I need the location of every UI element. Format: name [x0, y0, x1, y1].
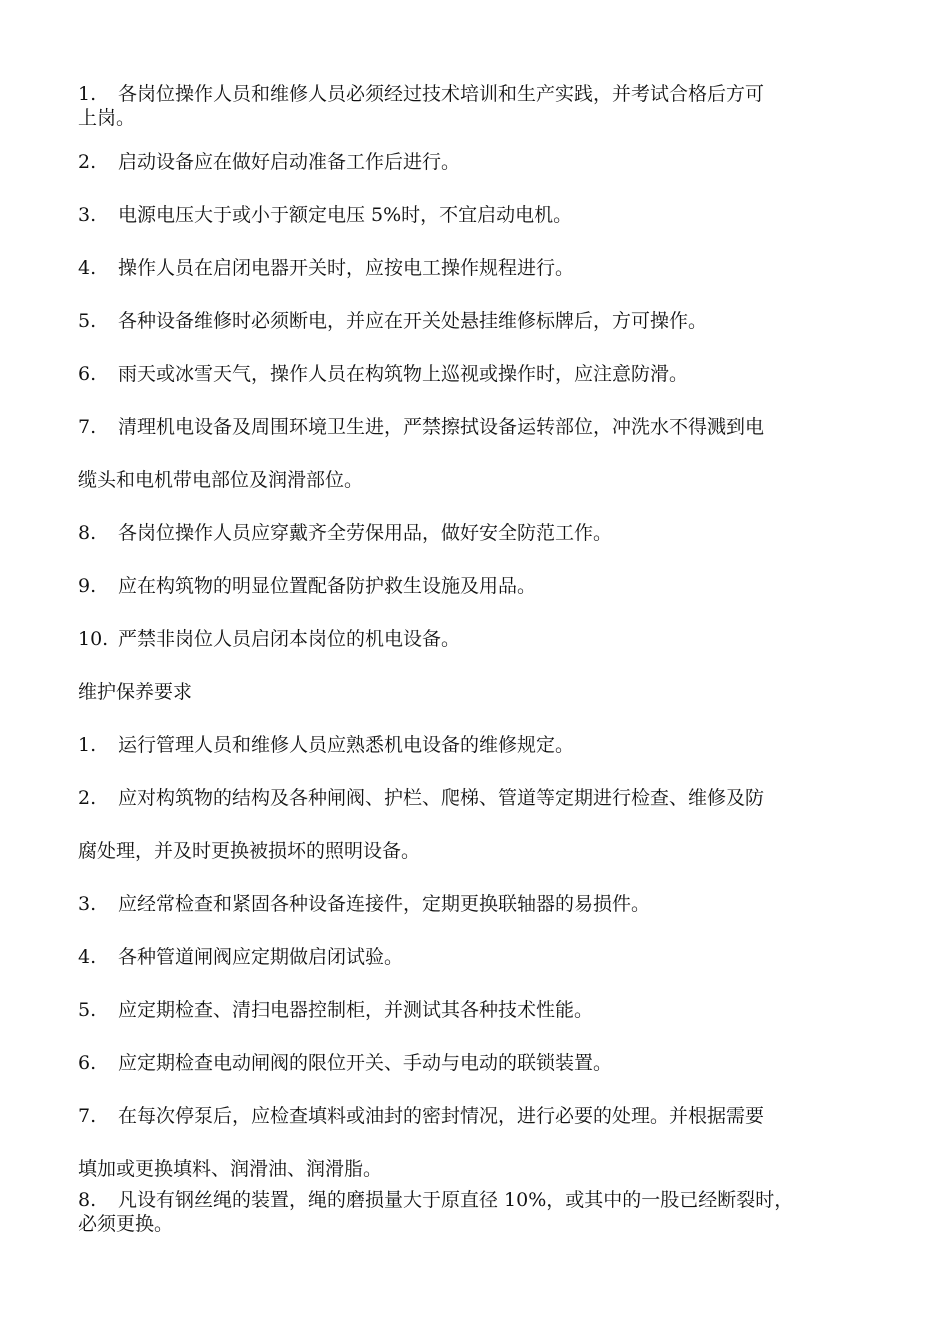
- item-text: 应在构筑物的明显位置配备防护救生设施及用品。: [118, 575, 537, 597]
- item-number: 10.: [78, 628, 109, 650]
- list-item-s1-9: [78, 573, 868, 599]
- item-text-continuation: 腐处理，并及时更换被损坏的照明设备。: [78, 840, 421, 862]
- section-heading: [78, 679, 868, 705]
- list-item-s2-7: [78, 1103, 868, 1129]
- item-text: 应定期检查、清扫电器控制柜，并测试其各种技术性能。: [118, 999, 594, 1021]
- list-item-s1-7-continuation: [78, 467, 868, 493]
- item-text: 电源电压大于或小于额定电压 5%时，不宜启动电机。: [118, 204, 573, 226]
- item-text: 各岗位操作人员应穿戴齐全劳保用品，做好安全防范工作。: [118, 522, 613, 544]
- list-item-s2-8-continuation: [78, 1211, 868, 1237]
- item-number: 1.: [78, 734, 97, 756]
- item-text: 应经常检查和紧固各种设备连接件，定期更换联轴器的易损件。: [118, 893, 651, 915]
- item-text: 清理机电设备及周围环境卫生进，严禁擦拭设备运转部位，冲洗水不得溅到电: [118, 416, 765, 438]
- item-number: 9.: [78, 575, 97, 597]
- list-item-s1-7: [78, 414, 868, 440]
- item-number: 5.: [78, 310, 97, 332]
- list-item-s1-4: [78, 255, 868, 281]
- item-number: 2.: [78, 151, 97, 173]
- list-item-s2-6: [78, 1050, 868, 1076]
- list-item-s2-5: [78, 997, 868, 1023]
- item-number: 8.: [78, 1189, 97, 1211]
- item-number: 8.: [78, 522, 97, 544]
- item-text: 各岗位操作人员和维修人员必须经过技术培训和生产实践，并考试合格后方可: [118, 83, 765, 105]
- item-number: 3.: [78, 893, 97, 915]
- item-number: 3.: [78, 204, 97, 226]
- list-item-s2-2-continuation: [78, 838, 868, 864]
- list-item-s1-3: [78, 202, 868, 228]
- item-text-continuation: 上岗。: [78, 107, 136, 129]
- section-heading-text: 维护保养要求: [78, 681, 193, 703]
- list-item-s2-7-continuation: [78, 1156, 868, 1182]
- item-text-continuation: 缆头和电机带电部位及润滑部位。: [78, 469, 364, 491]
- list-item-s2-3: [78, 891, 868, 917]
- list-item-s1-1-continuation: [78, 105, 868, 131]
- list-item-s1-8: [78, 520, 868, 546]
- item-text: 应定期检查电动闸阀的限位开关、手动与电动的联锁装置。: [118, 1052, 613, 1074]
- list-item-s1-5: [78, 308, 868, 334]
- item-text-continuation: 必须更换。: [78, 1213, 174, 1235]
- list-item-s2-4: [78, 944, 868, 970]
- item-text: 操作人员在启闭电器开关时，应按电工操作规程进行。: [118, 257, 575, 279]
- item-number: 1.: [78, 83, 97, 105]
- item-text: 各种管道闸阀应定期做启闭试验。: [118, 946, 404, 968]
- item-number: 7.: [78, 416, 97, 438]
- list-item-s1-2: [78, 149, 868, 175]
- list-item-s2-8: [78, 1187, 868, 1213]
- item-text: 启动设备应在做好启动准备工作后进行。: [118, 151, 461, 173]
- list-item-s1-10: [78, 626, 868, 652]
- item-text: 雨天或冰雪天气，操作人员在构筑物上巡视或操作时，应注意防滑。: [118, 363, 689, 385]
- item-text: 凡设有钢丝绳的装置，绳的磨损量大于原直径 10%，或其中的一股已经断裂时，: [118, 1189, 794, 1211]
- item-number: 6.: [78, 363, 97, 385]
- item-text: 应对构筑物的结构及各种闸阀、护栏、爬梯、管道等定期进行检查、维修及防: [118, 787, 765, 809]
- item-number: 2.: [78, 787, 97, 809]
- list-item-s1-6: [78, 361, 868, 387]
- item-number: 4.: [78, 946, 97, 968]
- list-item-s2-1: [78, 732, 868, 758]
- list-item-s2-2: [78, 785, 868, 811]
- item-number: 5.: [78, 999, 97, 1021]
- item-text: 严禁非岗位人员启闭本岗位的机电设备。: [118, 628, 461, 650]
- item-text: 运行管理人员和维修人员应熟悉机电设备的维修规定。: [118, 734, 575, 756]
- item-text-continuation: 填加或更换填料、润滑油、润滑脂。: [78, 1158, 383, 1180]
- item-number: 6.: [78, 1052, 97, 1074]
- item-number: 4.: [78, 257, 97, 279]
- item-number: 7.: [78, 1105, 97, 1127]
- item-text: 在每次停泵后，应检查填料或油封的密封情况，进行必要的处理。并根据需要: [118, 1105, 765, 1127]
- item-text: 各种设备维修时必须断电，并应在开关处悬挂维修标牌后，方可操作。: [118, 310, 708, 332]
- list-item-s1-1: [78, 81, 868, 107]
